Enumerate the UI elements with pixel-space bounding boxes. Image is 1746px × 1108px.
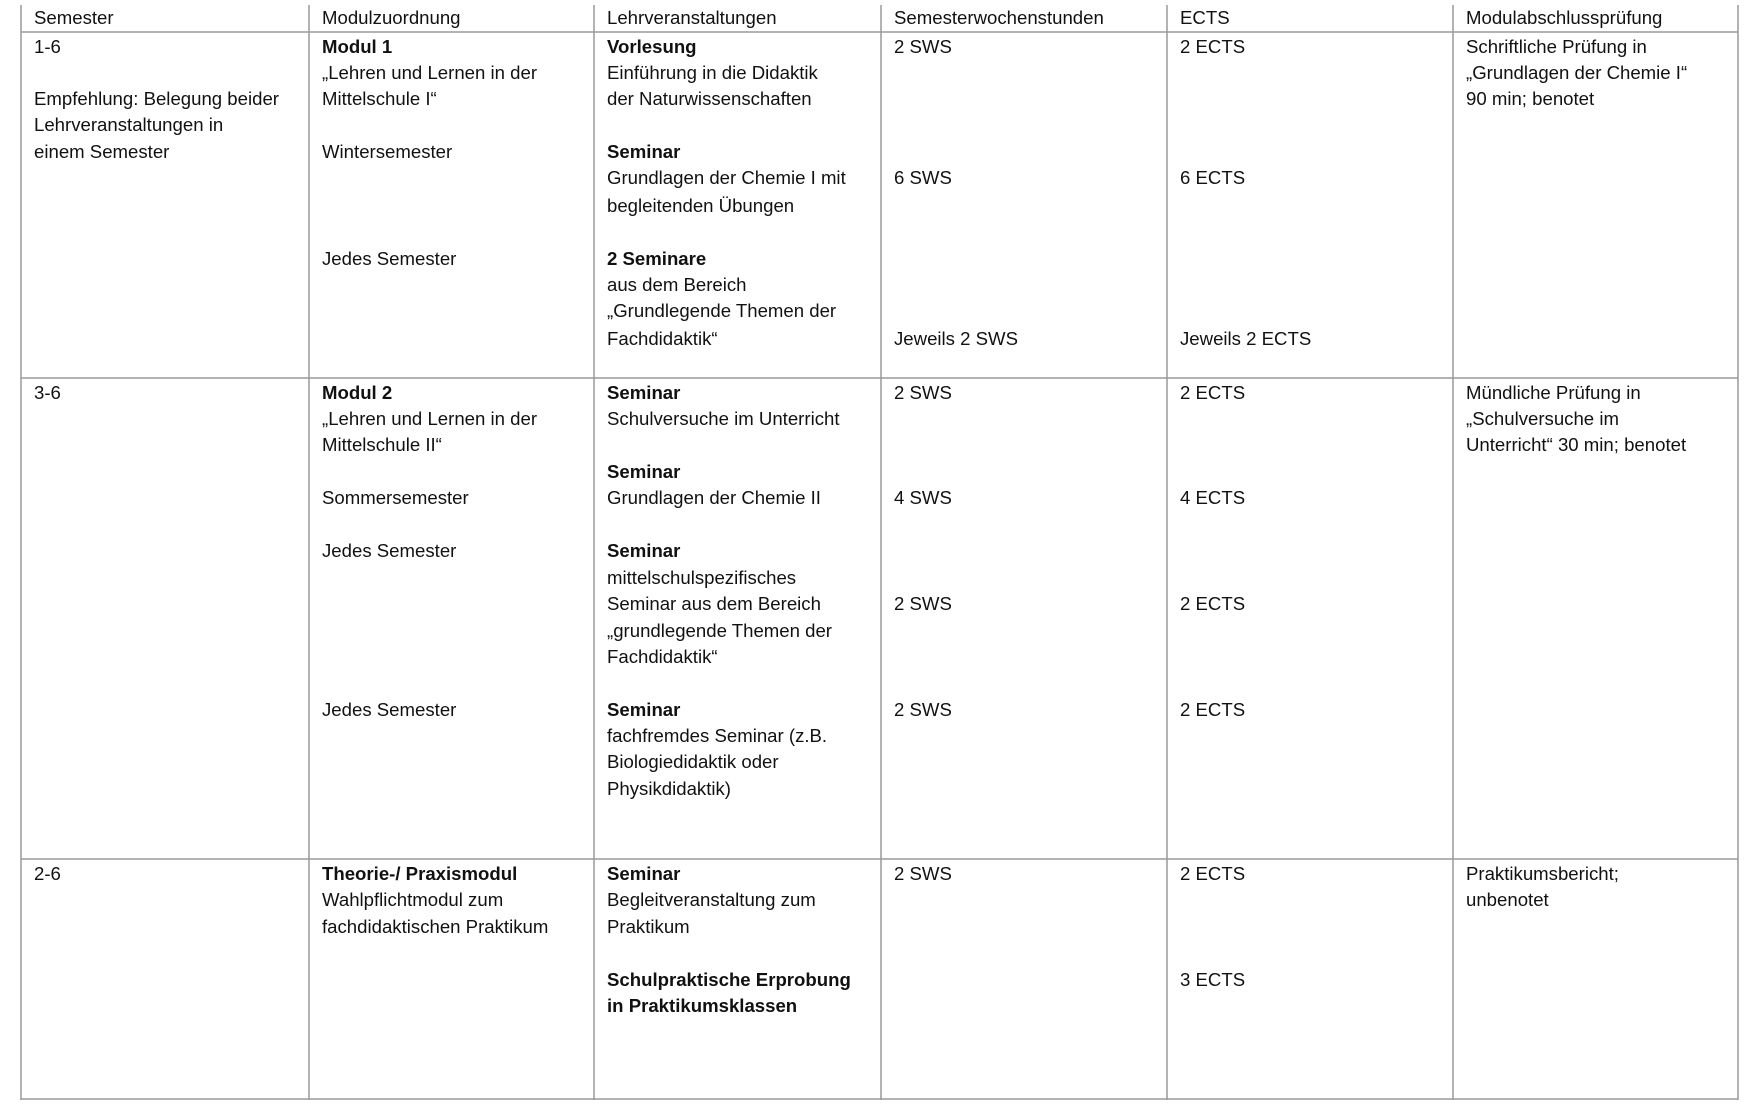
row1-semester-note-3: einem Semester (34, 141, 170, 162)
row1-modul-term-2: Jedes Semester (322, 248, 457, 269)
header-modulzuordnung: Modulzuordnung (322, 7, 461, 28)
row2-exam-line-2: „Schulversuche im (1466, 408, 1619, 429)
row2-course3-line-4: Fachdidaktik“ (607, 646, 718, 667)
row1-course1-line-1: Einführung in die Didaktik (607, 62, 818, 83)
row2-modul-title: Modul 2 (322, 382, 393, 403)
row1-modul-title: Modul 1 (322, 36, 393, 57)
row2-modul-line-1: „Lehren und Lernen in der (322, 408, 538, 429)
row2-course3-line-2: Seminar aus dem Bereich (607, 593, 821, 614)
row1-course3-ects: Jeweils 2 ECTS (1180, 328, 1312, 349)
row1-semester-note-2: Lehrveranstaltungen in (34, 114, 224, 135)
row2-modul-term-2: Jedes Semester (322, 540, 457, 561)
row1-course2-line-2: begleitenden Übungen (607, 195, 795, 216)
row2-modul-line-2: Mittelschule II“ (322, 434, 442, 455)
row2-course4-ects: 2 ECTS (1180, 699, 1246, 720)
row1-course3-line-3: Fachdidaktik“ (607, 328, 718, 349)
row1-exam-line-3: 90 min; benotet (1466, 88, 1595, 109)
row1-course1-ects: 2 ECTS (1180, 36, 1246, 57)
row2-course2-sws: 4 SWS (894, 487, 952, 508)
header-pruefung: Modulabschlussprüfung (1466, 7, 1663, 28)
row2-course1-type: Seminar (607, 382, 681, 403)
row1-course2-sws: 6 SWS (894, 167, 952, 188)
row3-course2-type: Schulpraktische Erprobung (607, 969, 851, 990)
row1-course3-type: 2 Seminare (607, 248, 707, 269)
row1-course3-sws: Jeweils 2 SWS (894, 328, 1018, 349)
row1-modul-term-1: Wintersemester (322, 141, 453, 162)
row2-semester: 3-6 (34, 382, 61, 403)
row2-course3-line-3: „grundlegende Themen der (607, 620, 833, 641)
row1-course2-ects: 6 ECTS (1180, 167, 1246, 188)
row2-course3-sws: 2 SWS (894, 593, 952, 614)
row1-semester: 1-6 (34, 36, 61, 57)
row3-course1-ects: 2 ECTS (1180, 863, 1246, 884)
row3-course1-type: Seminar (607, 863, 681, 884)
row1-exam-line-2: „Grundlagen der Chemie I“ (1466, 62, 1688, 83)
row1-course3-line-1: aus dem Bereich (607, 274, 747, 295)
row1-course1-type: Vorlesung (607, 36, 697, 57)
header-semester: Semester (34, 7, 114, 28)
row2-course2-type: Seminar (607, 461, 681, 482)
row2-modul-term-3: Jedes Semester (322, 699, 457, 720)
row2-course4-type: Seminar (607, 699, 681, 720)
row2-course3-ects: 2 ECTS (1180, 593, 1246, 614)
row1-exam-line-1: Schriftliche Prüfung in (1466, 36, 1647, 57)
row3-course1-sws: 2 SWS (894, 863, 952, 884)
row1-modul-line-2: Mittelschule I“ (322, 88, 437, 109)
row1-course1-sws: 2 SWS (894, 36, 952, 57)
row2-course4-line-2: Biologiedidaktik oder (607, 751, 779, 772)
row3-exam-line-2: unbenotet (1466, 889, 1549, 910)
row2-course4-line-3: Physikdidaktik) (607, 778, 732, 799)
row3-modul-line-1: Wahlpflichtmodul zum (322, 889, 504, 910)
header-lehrveranstaltungen: Lehrveranstaltungen (607, 7, 777, 28)
row2-course1-line-1: Schulversuche im Unterricht (607, 408, 840, 429)
row2-exam-line-1: Mündliche Prüfung in (1466, 382, 1641, 403)
row2-course3-type: Seminar (607, 540, 681, 561)
row1-course2-line-1: Grundlagen der Chemie I mit (607, 167, 846, 188)
header-sws: Semesterwochenstunden (894, 7, 1104, 28)
row1-course1-line-2: der Naturwissenschaften (607, 88, 812, 109)
row2-course3-line-1: mittelschulspezifisches (607, 567, 797, 588)
header-ects: ECTS (1180, 7, 1230, 28)
row1-modul-line-1: „Lehren und Lernen in der (322, 62, 538, 83)
row2-exam-line-3: Unterricht“ 30 min; benotet (1466, 434, 1687, 455)
row3-course2-ects: 3 ECTS (1180, 969, 1246, 990)
row1-course3-line-2: „Grundlegende Themen der (607, 300, 837, 321)
row2-course1-sws: 2 SWS (894, 382, 952, 403)
row2-course4-line-1: fachfremdes Seminar (z.B. (607, 725, 828, 746)
row3-exam-line-1: Praktikumsbericht; (1466, 863, 1619, 884)
row2-course1-ects: 2 ECTS (1180, 382, 1246, 403)
row3-course2-type-2: in Praktikumsklassen (607, 995, 798, 1016)
row3-modul-line-2: fachdidaktischen Praktikum (322, 916, 549, 937)
row2-course2-line-1: Grundlagen der Chemie II (607, 487, 821, 508)
row3-course1-line-2: Praktikum (607, 916, 690, 937)
row2-modul-term-1: Sommersemester (322, 487, 469, 508)
row2-course4-sws: 2 SWS (894, 699, 952, 720)
row1-semester-note-1: Empfehlung: Belegung beider (34, 88, 279, 109)
row2-course2-ects: 4 ECTS (1180, 487, 1246, 508)
row3-modul-title: Theorie-/ Praxismodul (322, 863, 518, 884)
row3-semester: 2-6 (34, 863, 61, 884)
row3-course1-line-1: Begleitveranstaltung zum (607, 889, 816, 910)
row1-course2-type: Seminar (607, 141, 681, 162)
